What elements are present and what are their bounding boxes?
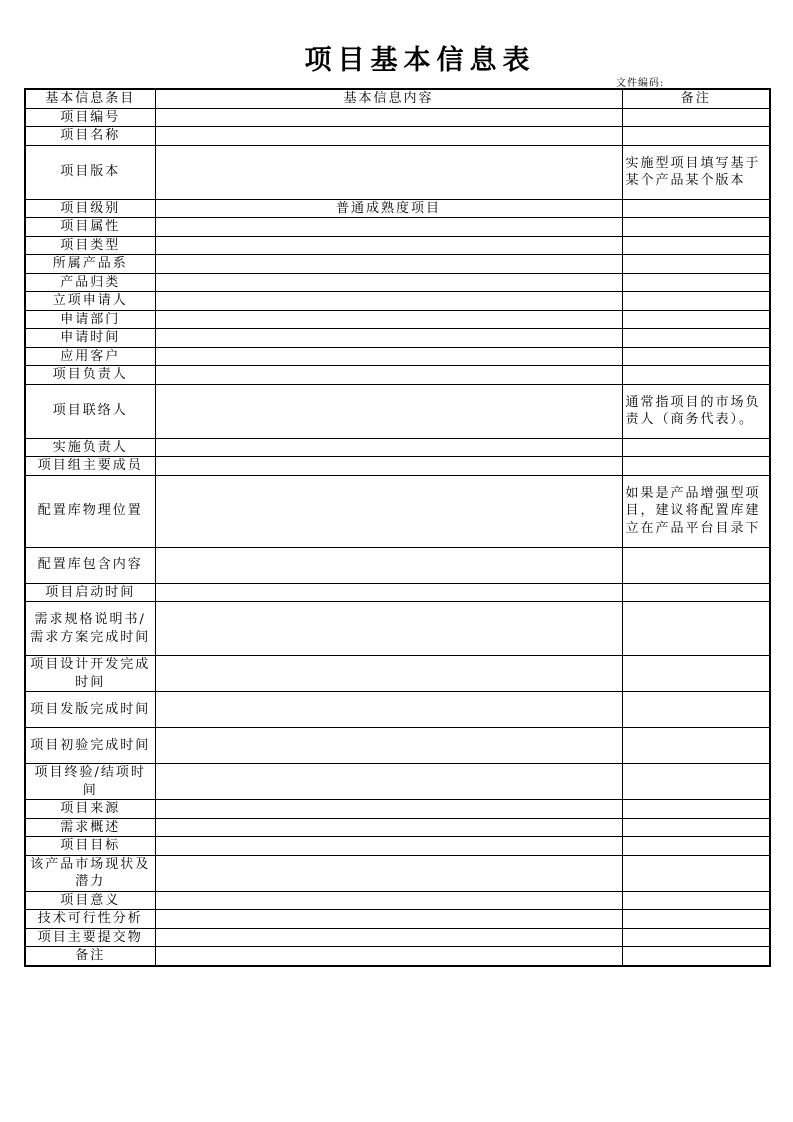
row-content[interactable]: [155, 891, 622, 910]
row-content[interactable]: [155, 127, 622, 146]
table-row: [25, 656, 770, 692]
row-label: 实施负责人: [25, 438, 155, 457]
row-label: 配置库包含内容: [25, 547, 155, 583]
table-row: [25, 692, 770, 728]
row-label: 项目版本: [25, 145, 155, 199]
row-remark: [622, 692, 770, 728]
row-remark: 如果是产品增强型项目，建议将配置库建立在产品平台目录下: [622, 475, 770, 547]
row-label: 项目发版完成时间: [25, 692, 155, 728]
table-row: [25, 384, 770, 438]
row-label: 备注: [25, 947, 155, 966]
header-content: 基本信息内容: [155, 89, 622, 108]
row-label: 申请部门: [25, 310, 155, 329]
row-label: 项目目标: [25, 837, 155, 856]
row-label: 项目初验完成时间: [25, 728, 155, 764]
row-content[interactable]: [155, 800, 622, 819]
row-remark: [622, 602, 770, 656]
table-row: [25, 438, 770, 457]
row-remark: [622, 255, 770, 274]
row-label: 项目名称: [25, 127, 155, 146]
table-row: [25, 910, 770, 929]
table-header-row: [25, 89, 770, 108]
table-row: [25, 602, 770, 656]
table-row: [25, 199, 770, 218]
row-remark: [622, 457, 770, 476]
table-row: [25, 145, 770, 199]
row-label: 项目意义: [25, 891, 155, 910]
row-content[interactable]: [155, 310, 622, 329]
row-label: 需求规格说明书/需求方案完成时间: [25, 602, 155, 656]
row-content[interactable]: [155, 329, 622, 348]
row-label: 项目属性: [25, 218, 155, 237]
row-remark: [622, 728, 770, 764]
row-label: 产品归类: [25, 273, 155, 292]
table-row: [25, 728, 770, 764]
row-content[interactable]: [155, 910, 622, 929]
row-content[interactable]: [155, 928, 622, 947]
row-label: 项目类型: [25, 236, 155, 255]
table-row: [25, 329, 770, 348]
row-label: 需求概述: [25, 818, 155, 837]
row-content[interactable]: [155, 145, 622, 199]
info-table: [24, 88, 771, 967]
table-row: [25, 818, 770, 837]
row-remark: [622, 910, 770, 929]
row-remark: [622, 199, 770, 218]
row-remark: [622, 108, 770, 127]
row-content[interactable]: [155, 347, 622, 366]
table-row: [25, 127, 770, 146]
row-remark: [622, 764, 770, 800]
row-remark: [622, 837, 770, 856]
row-remark: 实施型项目填写基于某个产品某个版本: [622, 145, 770, 199]
row-label: 项目组主要成员: [25, 457, 155, 476]
row-label: 项目终验/结项时间: [25, 764, 155, 800]
row-label: 项目来源: [25, 800, 155, 819]
row-remark: 通常指项目的市场负责人（商务代表）。: [622, 384, 770, 438]
row-content[interactable]: [155, 236, 622, 255]
table-row: [25, 457, 770, 476]
row-content[interactable]: [155, 947, 622, 966]
row-content[interactable]: [155, 602, 622, 656]
table-row: [25, 800, 770, 819]
page-title: 项目基本信息表: [304, 45, 536, 76]
row-content[interactable]: [155, 255, 622, 274]
row-remark: [622, 855, 770, 891]
doc-code-label: 文件编码:: [616, 78, 665, 89]
row-content[interactable]: [155, 656, 622, 692]
row-remark: [622, 292, 770, 311]
table-row: [25, 547, 770, 583]
table-row: [25, 837, 770, 856]
row-label: 项目级别: [25, 199, 155, 218]
row-content[interactable]: [155, 475, 622, 547]
table-row: [25, 366, 770, 385]
row-remark: [622, 583, 770, 602]
row-content[interactable]: [155, 384, 622, 438]
row-content[interactable]: [155, 547, 622, 583]
row-label: 所属产品系: [25, 255, 155, 274]
row-label: 项目设计开发完成时间: [25, 656, 155, 692]
table-row: [25, 583, 770, 602]
row-content[interactable]: 普通成熟度项目: [155, 199, 622, 218]
table-row: [25, 310, 770, 329]
table-row: [25, 855, 770, 891]
row-label: 立项申请人: [25, 292, 155, 311]
row-label: 技术可行性分析: [25, 910, 155, 929]
row-content[interactable]: [155, 457, 622, 476]
table-row: [25, 273, 770, 292]
table-row: [25, 928, 770, 947]
row-remark: [622, 947, 770, 966]
row-label: 项目负责人: [25, 366, 155, 385]
row-label: 项目联络人: [25, 384, 155, 438]
table-row: [25, 218, 770, 237]
row-remark: [622, 366, 770, 385]
header-item: 基本信息条目: [25, 89, 155, 108]
row-remark: [622, 800, 770, 819]
table-row: [25, 292, 770, 311]
row-content[interactable]: [155, 764, 622, 800]
row-content[interactable]: [155, 692, 622, 728]
row-label: 该产品市场现状及潜力: [25, 855, 155, 891]
row-remark: [622, 656, 770, 692]
table-row: [25, 108, 770, 127]
table-row: [25, 947, 770, 966]
row-content[interactable]: [155, 818, 622, 837]
row-content[interactable]: [155, 438, 622, 457]
row-content[interactable]: [155, 292, 622, 311]
row-label: 应用客户: [25, 347, 155, 366]
row-remark: [622, 236, 770, 255]
row-content[interactable]: [155, 837, 622, 856]
table-row: [25, 255, 770, 274]
row-remark: [622, 273, 770, 292]
row-remark: [622, 310, 770, 329]
row-content[interactable]: [155, 108, 622, 127]
table-row: [25, 764, 770, 800]
row-content[interactable]: [155, 218, 622, 237]
header-remark: 备注: [622, 89, 770, 108]
row-label: 配置库物理位置: [25, 475, 155, 547]
table-row: [25, 347, 770, 366]
row-label: 项目编号: [25, 108, 155, 127]
row-remark: [622, 891, 770, 910]
row-content[interactable]: [155, 855, 622, 891]
row-remark: [622, 127, 770, 146]
table-row: [25, 475, 770, 547]
row-remark: [622, 218, 770, 237]
row-remark: [622, 818, 770, 837]
table-row: [25, 891, 770, 910]
row-remark: [622, 438, 770, 457]
row-label: 项目主要提交物: [25, 928, 155, 947]
row-label: 申请时间: [25, 329, 155, 348]
row-remark: [622, 329, 770, 348]
table-row: [25, 236, 770, 255]
row-content[interactable]: [155, 728, 622, 764]
row-remark: [622, 547, 770, 583]
row-content[interactable]: [155, 273, 622, 292]
row-content[interactable]: [155, 366, 622, 385]
row-label: 项目启动时间: [25, 583, 155, 602]
row-remark: [622, 347, 770, 366]
row-remark: [622, 928, 770, 947]
row-content[interactable]: [155, 583, 622, 602]
